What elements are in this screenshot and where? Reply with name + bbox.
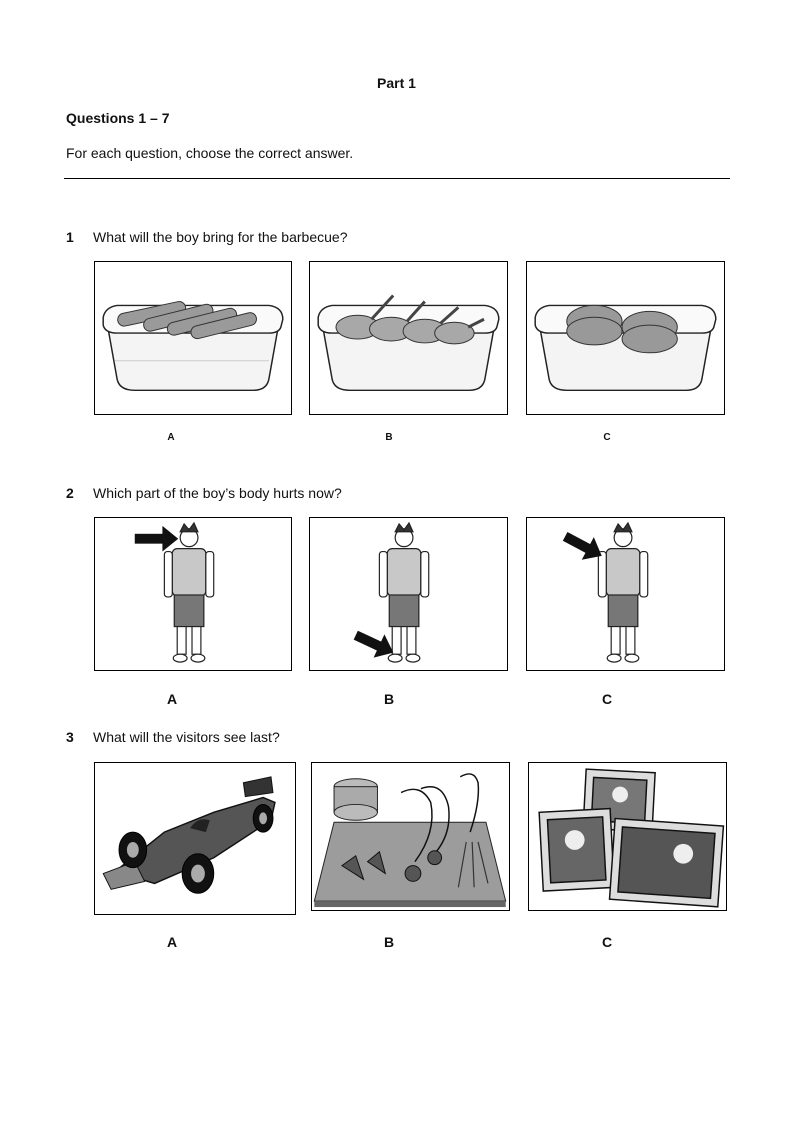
q1-option-a-picture[interactable] [94, 261, 292, 415]
q3-option-a-picture[interactable] [94, 762, 296, 915]
q1-option-b-label[interactable]: B [385, 432, 393, 443]
question-1-text: What will the boy bring for the barbecue? [93, 229, 348, 245]
q2-option-c-picture[interactable] [526, 517, 725, 671]
divider-line [64, 178, 730, 179]
instruction-text: For each question, choose the correct answer. [66, 145, 354, 161]
boy-arrow-foot-icon [310, 518, 507, 670]
question-3-number: 3 [66, 729, 74, 745]
q2-option-c-label[interactable]: C [601, 691, 613, 707]
racing-car-icon [95, 763, 295, 914]
q1-option-c-label[interactable]: C [603, 432, 611, 443]
boy-arrow-shoulder-icon [527, 518, 724, 670]
chicken-tray-icon [310, 262, 507, 414]
q3-option-b-picture[interactable] [311, 762, 510, 911]
arrow-icon [135, 526, 178, 552]
burger-tray-icon [527, 262, 724, 414]
q3-option-c-label[interactable]: C [601, 934, 613, 950]
question-2-text: Which part of the boy’s body hurts now? [93, 485, 342, 501]
q2-option-a-picture[interactable] [94, 517, 292, 671]
q2-option-b-picture[interactable] [309, 517, 508, 671]
q1-option-c-picture[interactable] [526, 261, 725, 415]
question-1-number: 1 [66, 229, 74, 245]
questions-heading: Questions 1 – 7 [66, 110, 170, 126]
q2-option-a-label[interactable]: A [166, 691, 178, 707]
page-title: Part 1 [377, 75, 416, 91]
question-3-text: What will the visitors see last? [93, 729, 280, 745]
q1-option-a-label[interactable]: A [167, 432, 175, 443]
jewellery-icon [312, 763, 509, 910]
question-2-number: 2 [66, 485, 74, 501]
q2-option-b-label[interactable]: B [383, 691, 395, 707]
q1-option-b-picture[interactable] [309, 261, 508, 415]
sausage-tray-icon [95, 262, 291, 414]
q3-option-c-picture[interactable] [528, 762, 727, 911]
boy-arrow-head-icon [95, 518, 291, 670]
photographs-icon [529, 763, 726, 910]
q3-option-b-label[interactable]: B [383, 934, 395, 950]
q3-option-a-label[interactable]: A [166, 934, 178, 950]
